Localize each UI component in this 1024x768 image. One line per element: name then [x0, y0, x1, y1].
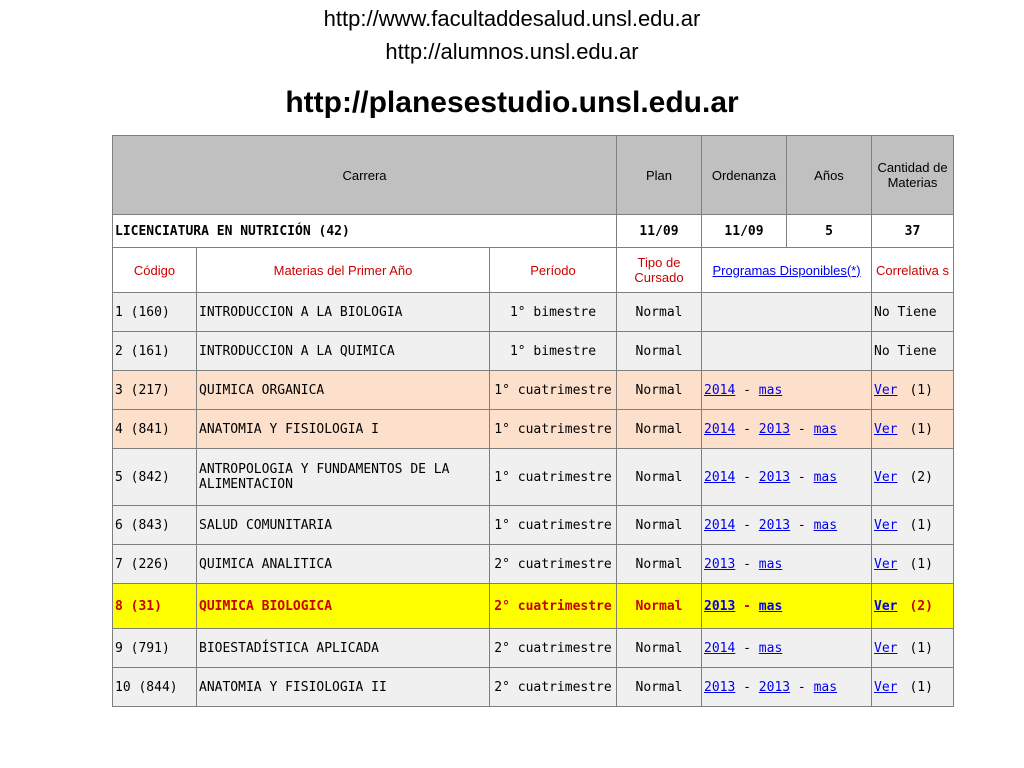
subject-period: 2° cuatrimestre — [490, 629, 617, 668]
table-row — [113, 629, 954, 668]
correlativas-cell — [872, 545, 954, 584]
mas-link[interactable]: mas — [813, 517, 838, 533]
subject-type: Normal — [617, 584, 702, 629]
subject-type: Normal — [617, 332, 702, 371]
program-year-link[interactable]: 2013 — [704, 679, 736, 695]
program-year-link[interactable]: 2014 — [704, 640, 736, 656]
ver-link[interactable]: Ver — [874, 679, 898, 695]
program-year-link[interactable]: 2013 — [758, 679, 791, 695]
subject-name: QUIMICA ORGANICA — [197, 371, 490, 410]
ver-link[interactable]: Ver — [874, 382, 898, 398]
subject-period: 2° cuatrimestre — [490, 668, 617, 707]
subject-period: 1° cuatrimestre — [490, 506, 617, 545]
correlativas-cell — [872, 449, 954, 506]
header-cantidad: Cantidad de Materias — [872, 136, 954, 215]
programs-cell — [702, 449, 872, 506]
separator: - — [735, 421, 759, 437]
table-row — [113, 668, 954, 707]
separator: - — [735, 640, 759, 656]
subject-type: Normal — [617, 506, 702, 545]
programs-cell — [702, 371, 872, 410]
mas-link[interactable]: mas — [813, 679, 838, 695]
program-year-link[interactable]: 2014 — [704, 421, 736, 437]
mas-link[interactable]: mas — [813, 469, 838, 485]
subject-name: ANTROPOLOGIA Y FUNDAMENTOS DE LA ALIMENTACION — [197, 449, 490, 506]
subject-type: Normal — [617, 449, 702, 506]
career-cantidad: 37 — [872, 215, 954, 248]
table-row — [113, 506, 954, 545]
program-year-link[interactable]: 2013 — [758, 469, 791, 485]
correlativas-count: (1) — [909, 556, 933, 572]
career-name: LICENCIATURA EN NUTRICIÓN (42) — [113, 215, 617, 248]
header-carrera: Carrera — [113, 136, 617, 215]
subject-name: SALUD COMUNITARIA — [197, 506, 490, 545]
table-row — [113, 293, 954, 332]
subject-period: 1° bimestre — [490, 293, 617, 332]
programs-cell — [702, 668, 872, 707]
career-anios: 5 — [787, 215, 872, 248]
program-year-link[interactable]: 2014 — [704, 382, 736, 398]
program-year-link[interactable]: 2014 — [704, 469, 736, 485]
subject-code: 9 (791) — [113, 629, 197, 668]
correlativas-cell — [872, 332, 954, 371]
subject-code: 3 (217) — [113, 371, 197, 410]
programs-cell — [702, 293, 872, 332]
correlativas-count: (1) — [909, 517, 933, 533]
program-year-link[interactable]: 2013 — [758, 517, 791, 533]
table-row — [113, 410, 954, 449]
subject-period: 1° bimestre — [490, 332, 617, 371]
separator: - — [735, 556, 759, 572]
programs-cell — [702, 506, 872, 545]
subheader-correlativas: Correlativa s — [872, 248, 954, 293]
correlativas-cell — [872, 668, 954, 707]
header-plan: Plan — [617, 136, 702, 215]
ver-link[interactable]: Ver — [874, 598, 898, 614]
table-row — [113, 545, 954, 584]
table-row — [113, 332, 954, 371]
subheader-tipo: Tipo de Cursado — [617, 248, 702, 293]
correlativas-cell — [872, 410, 954, 449]
subject-type: Normal — [617, 293, 702, 332]
subject-period: 1° cuatrimestre — [490, 410, 617, 449]
program-year-link[interactable]: 2013 — [758, 421, 791, 437]
separator: - — [735, 517, 759, 533]
no-tiene-text: No Tiene — [874, 343, 937, 359]
subject-code: 10 (844) — [113, 668, 197, 707]
ver-link[interactable]: Ver — [874, 517, 898, 533]
subject-type: Normal — [617, 371, 702, 410]
career-ordenanza: 11/09 — [702, 215, 787, 248]
subject-code: 8 (31) — [113, 584, 197, 629]
table-row — [113, 584, 954, 629]
url-alumnos[interactable]: http://alumnos.unsl.edu.ar — [385, 39, 639, 64]
mas-link[interactable]: mas — [758, 382, 783, 398]
subject-code: 2 (161) — [113, 332, 197, 371]
mas-link[interactable]: mas — [813, 421, 838, 437]
no-tiene-text: No Tiene — [874, 304, 937, 320]
subject-name: BIOESTADÍSTICA APLICADA — [197, 629, 490, 668]
table-row — [113, 449, 954, 506]
correlativas-cell — [872, 371, 954, 410]
subject-name: QUIMICA ANALITICA — [197, 545, 490, 584]
career-row — [113, 215, 954, 248]
subject-period: 1° cuatrimestre — [490, 449, 617, 506]
separator: - — [790, 421, 814, 437]
separator: - — [790, 469, 814, 485]
subheader-programas[interactable]: Programas Disponibles(*) — [702, 248, 872, 293]
program-year-link[interactable]: 2013 — [704, 556, 736, 572]
subject-name: QUIMICA BIOLOGICA — [197, 584, 490, 629]
programs-cell — [702, 584, 872, 629]
subject-type: Normal — [617, 629, 702, 668]
subject-code: 1 (160) — [113, 293, 197, 332]
separator: - — [790, 679, 814, 695]
url-facultad[interactable]: http://www.facultaddesalud.unsl.edu.ar — [323, 6, 701, 31]
programs-cell — [702, 410, 872, 449]
correlativas-count: (1) — [909, 421, 933, 437]
subject-code: 4 (841) — [113, 410, 197, 449]
subject-type: Normal — [617, 410, 702, 449]
table-header-row — [113, 136, 954, 215]
ver-link[interactable]: Ver — [874, 556, 898, 572]
correlativas-count: (1) — [909, 679, 933, 695]
correlativas-count: (2) — [909, 469, 933, 485]
url-planes-estudio[interactable]: http://planesestudio.unsl.edu.ar — [285, 86, 739, 119]
header-ordenanza: Ordenanza — [702, 136, 787, 215]
program-year-link[interactable]: 2014 — [704, 517, 736, 533]
separator: - — [735, 469, 759, 485]
subject-name: INTRODUCCION A LA BIOLOGIA — [197, 293, 490, 332]
programs-cell — [702, 629, 872, 668]
separator: - — [790, 517, 814, 533]
subject-header-row — [113, 248, 954, 293]
header-anios: Años — [787, 136, 872, 215]
subject-type: Normal — [617, 545, 702, 584]
program-year-link[interactable]: 2013 — [704, 598, 736, 614]
ver-link[interactable]: Ver — [874, 421, 898, 437]
table-row — [113, 371, 954, 410]
subject-period: 2° cuatrimestre — [490, 545, 617, 584]
plan-table — [112, 135, 954, 707]
correlativas-count: (1) — [909, 382, 933, 398]
ver-link[interactable]: Ver — [874, 469, 898, 485]
separator: - — [735, 382, 759, 398]
mas-link[interactable]: mas — [758, 556, 783, 572]
subheader-codigo: Código — [113, 248, 197, 293]
subject-type: Normal — [617, 668, 702, 707]
correlativas-count: (1) — [909, 640, 933, 656]
subject-period: 1° cuatrimestre — [490, 371, 617, 410]
subject-code: 7 (226) — [113, 545, 197, 584]
separator: - — [735, 679, 759, 695]
ver-link[interactable]: Ver — [874, 640, 898, 656]
mas-link[interactable]: mas — [758, 640, 783, 656]
programs-cell — [702, 332, 872, 371]
correlativas-cell — [872, 584, 954, 629]
subject-code: 6 (843) — [113, 506, 197, 545]
subject-name: ANATOMIA Y FISIOLOGIA I — [197, 410, 490, 449]
programs-cell — [702, 545, 872, 584]
correlativas-cell — [872, 506, 954, 545]
subject-name: ANATOMIA Y FISIOLOGIA II — [197, 668, 490, 707]
subheader-periodo: Período — [490, 248, 617, 293]
correlativas-cell — [872, 293, 954, 332]
subheader-materias: Materias del Primer Año — [197, 248, 490, 293]
subject-code: 5 (842) — [113, 449, 197, 506]
separator: - — [735, 598, 759, 614]
subject-name: INTRODUCCION A LA QUIMICA — [197, 332, 490, 371]
correlativas-count: (2) — [909, 598, 933, 614]
correlativas-cell — [872, 629, 954, 668]
mas-link[interactable]: mas — [758, 598, 783, 614]
career-plan: 11/09 — [617, 215, 702, 248]
subject-period: 2° cuatrimestre — [490, 584, 617, 629]
subject-rows — [113, 293, 954, 707]
